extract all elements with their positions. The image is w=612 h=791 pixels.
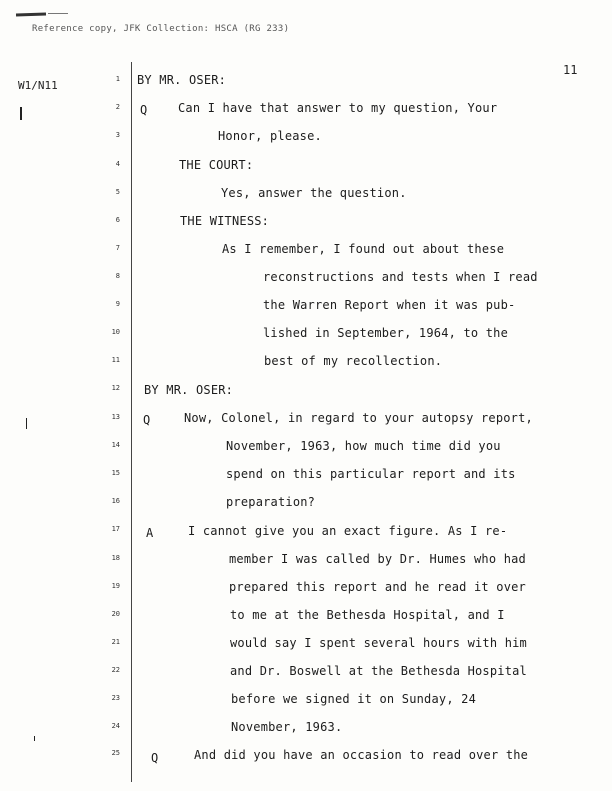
line-number: 7 — [115, 244, 120, 252]
file-identifier: W1/N11 — [18, 79, 58, 92]
transcript-line: Can I have that answer to my question, Your — [178, 101, 498, 115]
speaker-heading: BY MR. OSER: — [144, 383, 234, 397]
transcript-line: As I remember, I found out about these — [222, 242, 505, 256]
transcript-line: Honor, please. — [218, 129, 322, 143]
transcript-line: reconstructions and tests when I read — [263, 270, 538, 284]
transcript-line: prepared this report and he read it over — [229, 580, 526, 594]
margin-mark — [34, 736, 35, 741]
line-number: 19 — [111, 582, 120, 590]
question-marker: Q — [143, 413, 151, 427]
left-margin-rule — [131, 62, 132, 782]
line-number: 23 — [111, 694, 120, 702]
transcript-line: Now, Colonel, in regard to your autopsy report, — [184, 411, 533, 425]
question-marker: Q — [140, 103, 148, 117]
transcript-line: November, 1963. — [231, 720, 343, 734]
transcript-line: would say I spent several hours with him — [230, 636, 527, 650]
transcript-line: November, 1963, how much time did you — [226, 439, 501, 453]
transcript-line: to me at the Bethesda Hospital, and I — [230, 608, 505, 622]
line-number: 1 — [115, 75, 120, 83]
transcript-line: I cannot give you an exact figure. As I re- — [188, 524, 508, 538]
transcript-line: member I was called by Dr. Humes who had — [229, 552, 526, 566]
transcript-line: preparation? — [226, 495, 316, 509]
line-number: 10 — [111, 328, 120, 336]
line-number: 4 — [115, 160, 120, 168]
speaker-heading: THE WITNESS: — [180, 214, 270, 228]
transcript-line: the Warren Report when it was pub- — [263, 298, 516, 312]
line-number: 5 — [115, 188, 120, 196]
line-number: 22 — [111, 666, 120, 674]
transcript-line: spend on this particular report and its — [226, 467, 516, 481]
answer-marker: A — [146, 526, 154, 540]
transcript-line: and Dr. Boswell at the Bethesda Hospital — [230, 664, 527, 678]
line-number: 20 — [111, 610, 120, 618]
transcript-line: best of my recollection. — [264, 354, 443, 368]
line-number: 8 — [115, 272, 120, 280]
margin-mark — [26, 418, 27, 429]
line-number: 11 — [111, 356, 120, 364]
line-number: 6 — [115, 216, 120, 224]
scan-artifact — [48, 13, 68, 14]
line-number: 16 — [111, 497, 120, 505]
question-marker: Q — [151, 751, 159, 765]
line-number: 21 — [111, 638, 120, 646]
line-number: 12 — [111, 384, 120, 392]
transcript-line: lished in September, 1964, to the — [263, 326, 509, 340]
scan-artifact — [16, 12, 46, 16]
line-number: 17 — [111, 525, 120, 533]
transcript-line: before we signed it on Sunday, 24 — [231, 692, 477, 706]
line-number: 3 — [115, 131, 120, 139]
line-number: 25 — [111, 749, 120, 757]
transcript-line: And did you have an occasion to read over the — [194, 748, 529, 762]
speaker-heading: THE COURT: — [179, 158, 254, 172]
margin-mark — [20, 107, 22, 120]
line-number: 9 — [115, 300, 120, 308]
line-number: 14 — [111, 441, 120, 449]
speaker-heading: BY MR. OSER: — [137, 73, 227, 87]
line-number: 2 — [115, 103, 120, 111]
line-number: 18 — [111, 554, 120, 562]
line-number: 24 — [111, 722, 120, 730]
page-number: 11 — [563, 63, 578, 77]
line-number: 15 — [111, 469, 120, 477]
reference-stamp: Reference copy, JFK Collection: HSCA (RG 233) — [32, 24, 290, 34]
line-number: 13 — [111, 413, 120, 421]
transcript-line: Yes, answer the question. — [221, 186, 407, 200]
